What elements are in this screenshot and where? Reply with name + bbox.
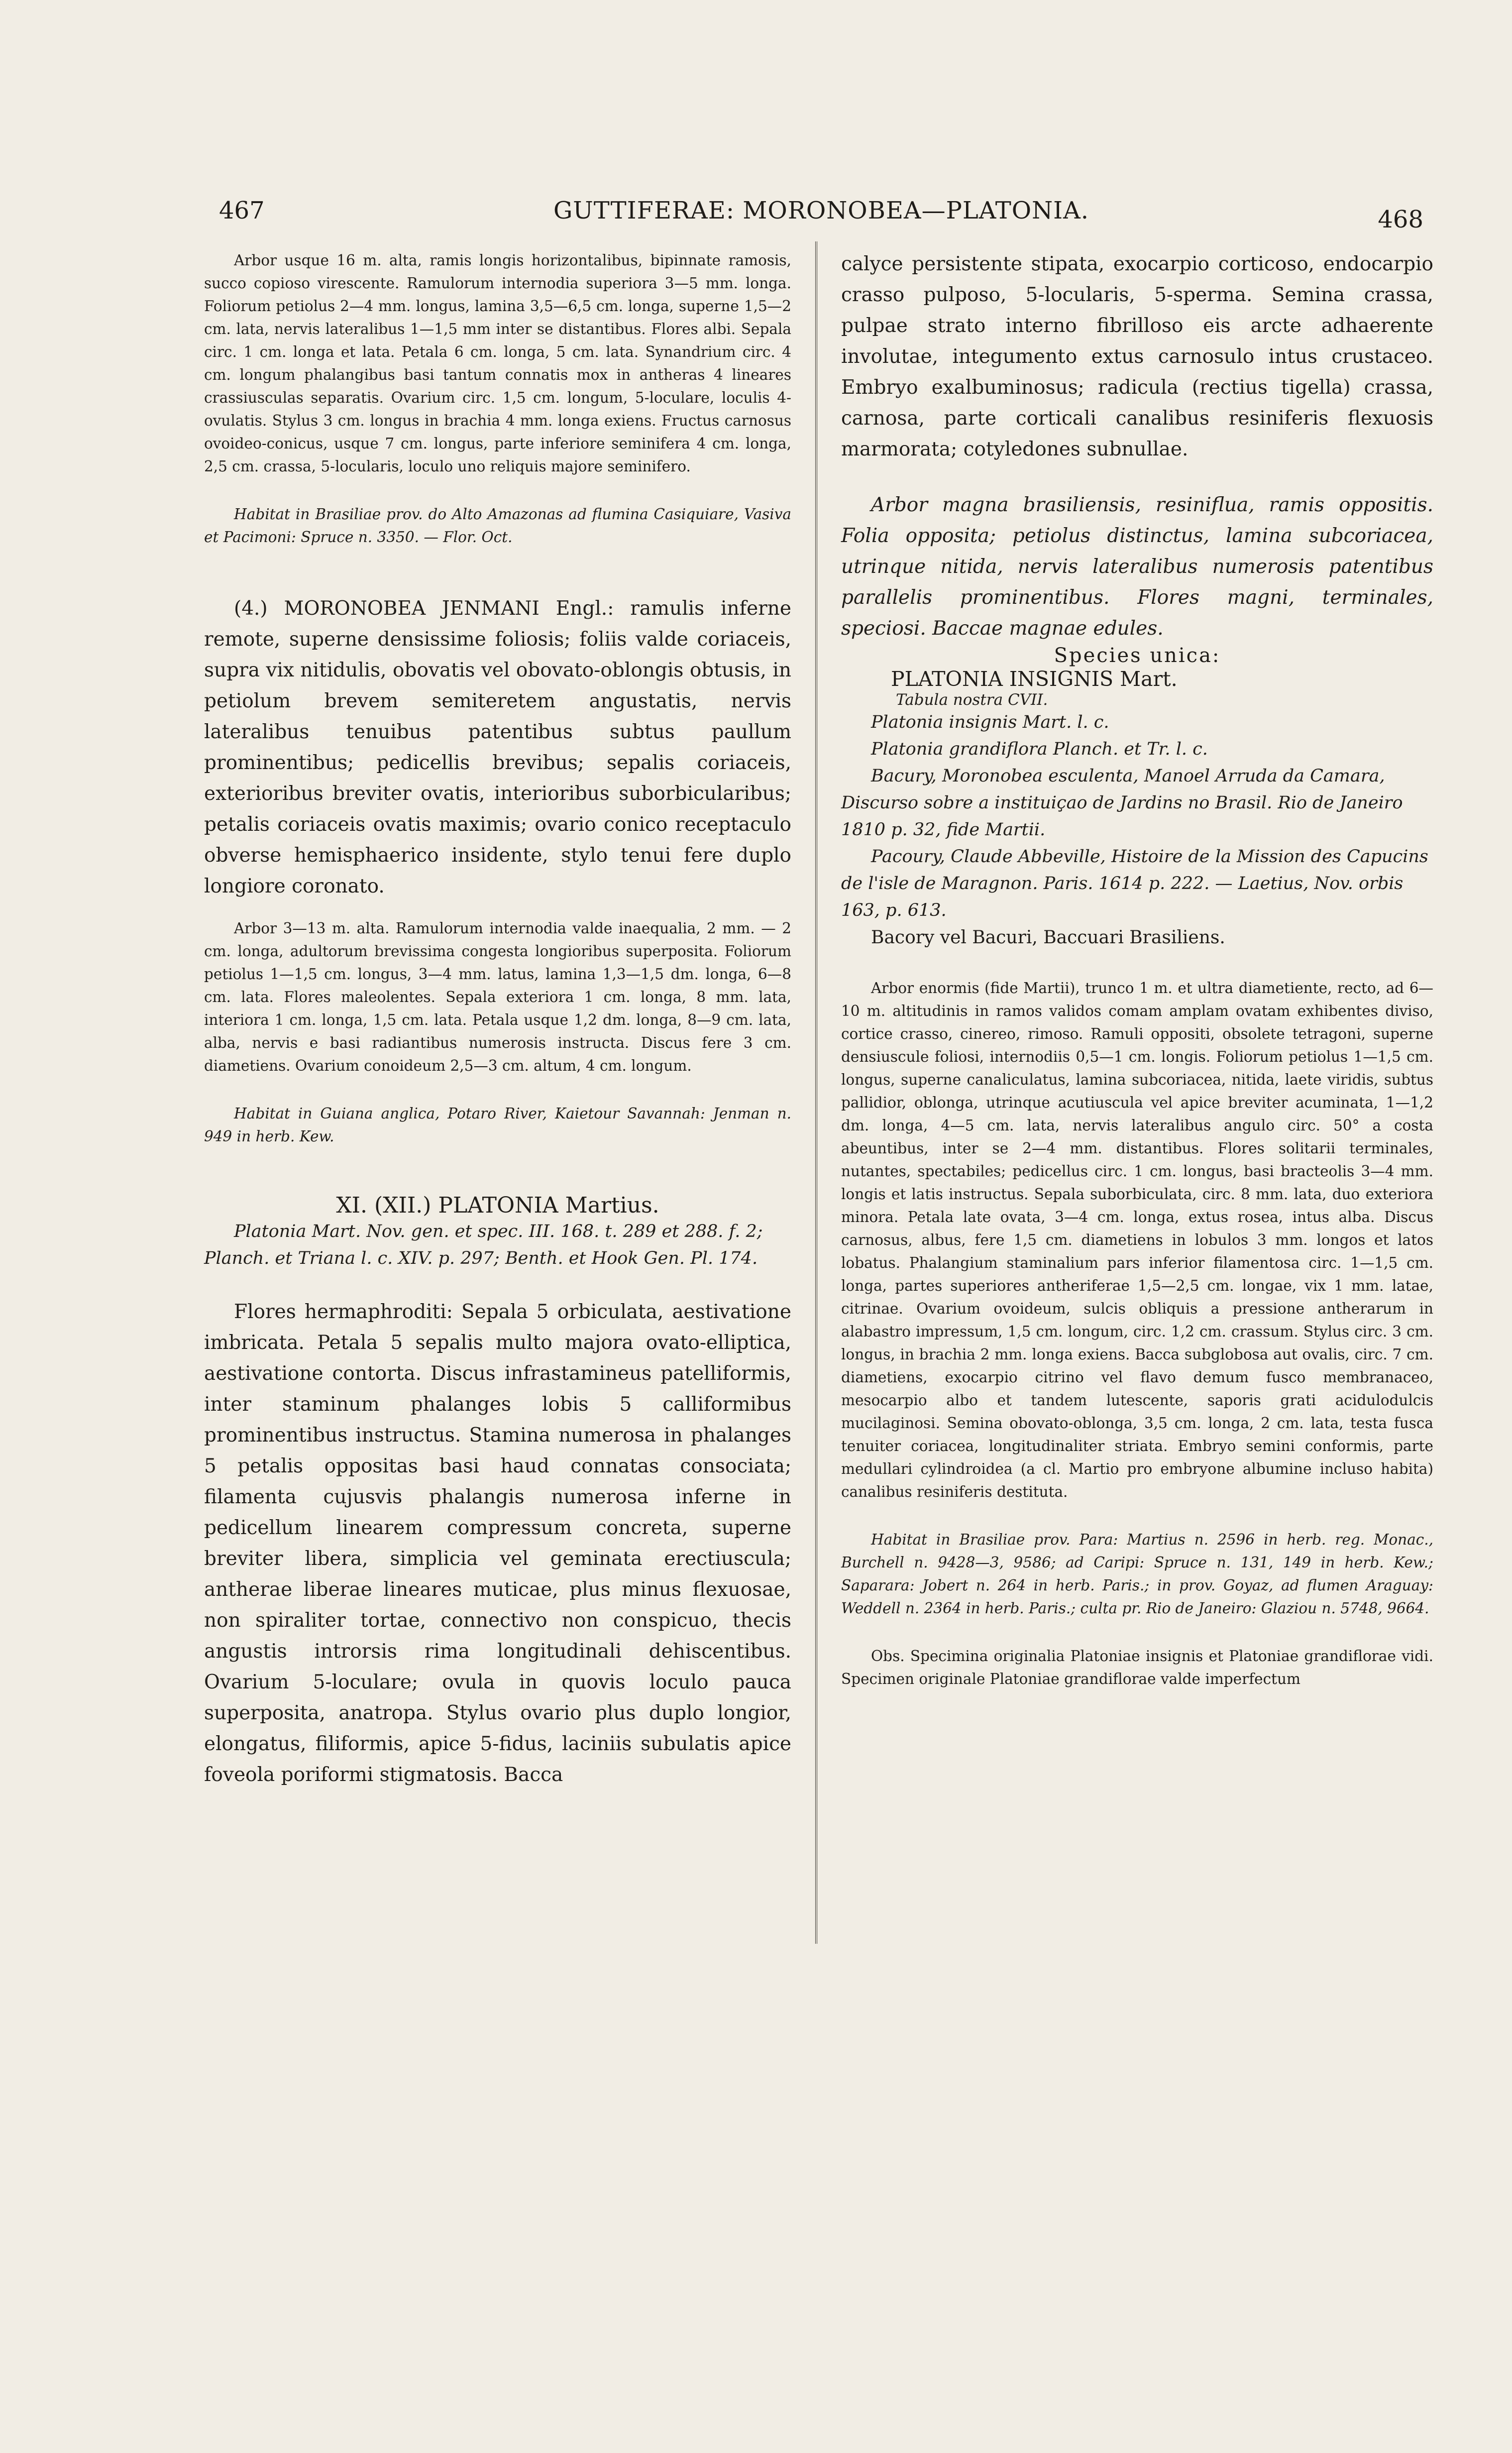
species-unica-label: Species unica: xyxy=(1054,644,1221,667)
moronobea-jenmani-habitat: Habitat in Guiana anglica, Potaro River, Kaietour Savannah: Jenman n. 949 in herb. Kew. xyxy=(204,1105,791,1145)
habitat-moronobea-prev: Habitat in Brasiliae prov. do Alto Amazonas ad flumina Casiquiare, Vasiva et Pacimoni: Spruce n. 3350. — Flor. Oct. xyxy=(204,506,791,546)
synonym-1: Platonia insignis Mart. l. c. xyxy=(871,712,1109,732)
vernacular-names: Bacory vel Bacuri, Baccuari Brasiliens. xyxy=(871,927,1225,948)
left-column xyxy=(204,249,791,1790)
species-description: Arbor enormis (fide Martii), trunco 1 m. et ultra diametiente, recto, ad 6—10 m. altitudinis in ramos validos comam amplam ovatam exhibentes diviso, cortice crasso, cinereo, rimoso. Ramuli oppositi, obsolete tetragoni, superne densiuscule foliosi, internodiis 0,5—1 cm. longis. Foliorum petiolus 1—1,5 cm. longus, superne canaliculatus, lamina subcoriacea, nitida, laete viridis, subtus pallidior, oblonga, utrinque acutiuscula vel apice breviter acuminata, 1—1,2 dm. longa, 4—5 cm. lata, nervis lateralibus angulo circ. 50° a costa abeuntibus, inter se 2—4 mm. distantibus. Flores solitarii terminales, nutantes, spectabiles; pedicellus circ. 1 cm. longus, basi bracteolis 3—4 mm. longis et latis instructus. Sepala suborbiculata, circ. 8 mm. lata, duo exteriora minora. Petala late ovata, 3—4 cm. longa, extus rosea, intus alba. Discus carnosus, albus, fere 1,5 cm. diametiens in lobulos 3 mm. longos et latos lobatus. Phalangium staminalium pars inferior filamentosa circ. 1—1,5 cm. longa, partes superiores antheriferae 1,5—2,5 cm. longae, vix 1 mm. latae, citrinae. Ovarium ovoideum, sulcis obliquis a pressione antherarum in alabastro impressum, 1,5 cm. longum, circ. 1,2 cm. crassum. Stylus circ. 3 cm. longus, in brachia 2 mm. longa exiens. Bacca subglobosa aut ovalis, circ. 7 cm. diametiens, exocarpio citrino vel flavo demum fusco membranaceo, mesocarpio albo et tandem lutescente, saporis grati acidulodulcis mucilaginosi. Semina obovato-oblonga, 3,5 cm. longa, 2 cm. lata, testa fusca tenuiter coriacea, longitudinaliter striata. Embryo semini conformis, parte medullari cylindroidea (a cl. Martio pro embryone albumine incluso habita) canalibus resiniferis destituta. xyxy=(841,980,1433,1500)
genus-habit-summary: Arbor magna brasiliensis, resiniflua, ramis oppositis. Folia opposita; petiolus distinctus, lamina subcoriacea, utrinque nitida, nervis lateralibus numerosis patentibus parallelis prominentibus. Flores magni, terminales, speciosi. Baccae magnae edules. xyxy=(841,494,1433,640)
genus-description-continued: calyce persistente stipata, exocarpio corticoso, endocarpio crasso pulposo, 5-locularis, 5-sperma. Semina crassa, pulpae strato interno fibrilloso eis arcte adhaerente involutae, integumento extus carnosulo intus crustaceo. Embryo exalbuminosus; radicula (rectius tigella) crassa, carnosa, parte corticali canalibus resiniferis flexuosis marmorata; cotyledones subnullae. xyxy=(841,253,1433,460)
genus-heading-platonia: XI. (XII.) PLATONIA Martius. xyxy=(336,1193,659,1218)
right-column xyxy=(841,249,1433,1690)
moronobea-jenmani-diagnosis: (4.) MORONOBEA JENMANI Engl.: ramulis inferne remote, superne densissime foliosis; foliis valde coriaceis, supra vix nitidulis, obovatis vel obovato-oblongis obtusis, in petiolum brevem semiteretem angustatis, nervis lateralibus tenuibus patentibus subtus paullum prominentibus; pedicellis brevibus; sepalis coriaceis, exterioribus breviter ovatis, interioribus suborbicularibus; petalis coriaceis ovatis maximis; ovario conico receptaculo obverse hemisphaerico insidente, stylo tenui fere duplo longiore coronato. xyxy=(204,597,791,897)
moronobea-jenmani-description: Arbor 3—13 m. alta. Ramulorum internodia valde inaequalia, 2 mm. — 2 cm. longa, adultorum brevissima congesta longioribus superposita. Foliorum petiolus 1—1,5 cm. longus, 3—4 mm. latus, lamina 1,3—1,5 dm. longa, 6—8 cm. lata. Flores maleolentes. Sepala exteriora 1 cm. longa, 8 mm. lata, interiora 1 cm. longa, 1,5 cm. lata. Petala usque 1,2 dm. longa, 8—9 cm. lata, alba, nervis e basi radiantibus numerosis instructa. Discus fere 3 cm. diametiens. Ovarium conoideum 2,5—3 cm. altum, 4 cm. longum. xyxy=(204,920,791,1074)
page-number-left: 467 xyxy=(219,197,265,224)
column-divider xyxy=(815,241,817,1944)
plate-reference: Tabula nostra CVII. xyxy=(896,691,1048,709)
species-heading-platonia-insignis: PLATONIA INSIGNIS Mart. xyxy=(891,667,1178,691)
observation-note: Obs. Specimina originalia Platoniae insignis et Platoniae grandiflorae vidi. Specimen originale Platoniae grandiflorae valde imperfectum xyxy=(841,1648,1433,1687)
synonym-2: Platonia grandiflora Planch. et Tr. l. c. xyxy=(871,739,1208,759)
genus-description: Flores hermaphroditi: Sepala 5 orbiculata, aestivatione imbricata. Petala 5 sepalis multo majora ovato-elliptica, aestivatione contorta. Discus infrastamineus patelliformis, inter staminum phalanges lobis 5 calliformibus prominentibus instructus. Stamina numerosa in phalanges 5 petalis oppositas basi haud connatas consociata; filamenta cujusvis phalangis numerosa inferne in pedicellum linearem compressum concreta, superne breviter libera, simplicia vel geminata erectiuscula; antherae liberae lineares muticae, plus minus flexuosae, non spiraliter tortae, connectivo non conspicuo, thecis angustis introrsis rima longitudinali dehiscentibus. Ovarium 5-loculare; ovula in quovis loculo pauca superposita, anatropa. Stylus ovario plus duplo longior, elongatus, filiformis, apice 5-fidus, laciniis subulatis apice foveola poriformi stigmatosis. Bacca xyxy=(204,1301,791,1786)
running-title: GUTTIFERAE: MORONOBEA—PLATONIA. xyxy=(553,197,1089,224)
page-number-right: 468 xyxy=(1378,206,1423,233)
synonym-3: Bacury, Moronobea esculenta, Manoel Arruda da Camara, Discurso sobre a instituiçao de Jardins no Brasil. Rio de Janeiro 1810 p. 32, fide Martii. xyxy=(841,766,1403,840)
genus-references: Platonia Mart. Nov. gen. et spec. III. 168. t. 289 et 288. f. 2; Planch. et Triana l. c. XIV. p. 297; Benth. et Hook Gen. Pl. 174. xyxy=(204,1222,763,1268)
description-moronobea-prev: Arbor usque 16 m. alta, ramis longis horizontalibus, bipinnate ramosis, succo copioso virescente. Ramulorum internodia superiora 3—5 mm. longa. Foliorum petiolus 2—4 mm. longus, lamina 3,5—6,5 cm. longa, superne 1,5—2 cm. lata, nervis lateralibus 1—1,5 mm inter se distantibus. Flores albi. Sepala circ. 1 cm. longa et lata. Petala 6 cm. longa, 5 cm. lata. Synandrium circ. 4 cm. longum phalangibus basi tantum connatis mox in antheras 4 lineares crassiusculas separatis. Ovarium circ. 1,5 cm. longum, 5-loculare, loculis 4-ovulatis. Stylus 3 cm. longus in brachia 4 mm. longa exiens. Fructus carnosus ovoideo-conicus, usque 7 cm. longus, parte inferiore seminifera 4 cm. longa, 2,5 cm. crassa, 5-locularis, loculo uno reliquis majore seminifero. xyxy=(204,252,791,475)
species-habitat: Habitat in Brasiliae prov. Para: Martius n. 2596 in herb. reg. Monac., Burchell n. 9428—3, 9586; ad Caripi: Spruce n. 131, 149 in herb. Kew.; Saparara: Jobert n. 264 in herb. Paris.; in prov. Goyaz, ad flumen Araguay: Weddell n. 2364 in herb. Paris.; culta pr. Rio de Janeiro: Glaziou n. 5748, 9664. xyxy=(841,1531,1433,1617)
running-header xyxy=(219,197,1423,236)
synonym-4: Pacoury, Claude Abbeville, Histoire de la Mission des Capucins de l'isle de Maragnon. Paris. 1614 p. 222. — Laetius, Nov. orbis 163, p. 613. xyxy=(841,847,1428,920)
